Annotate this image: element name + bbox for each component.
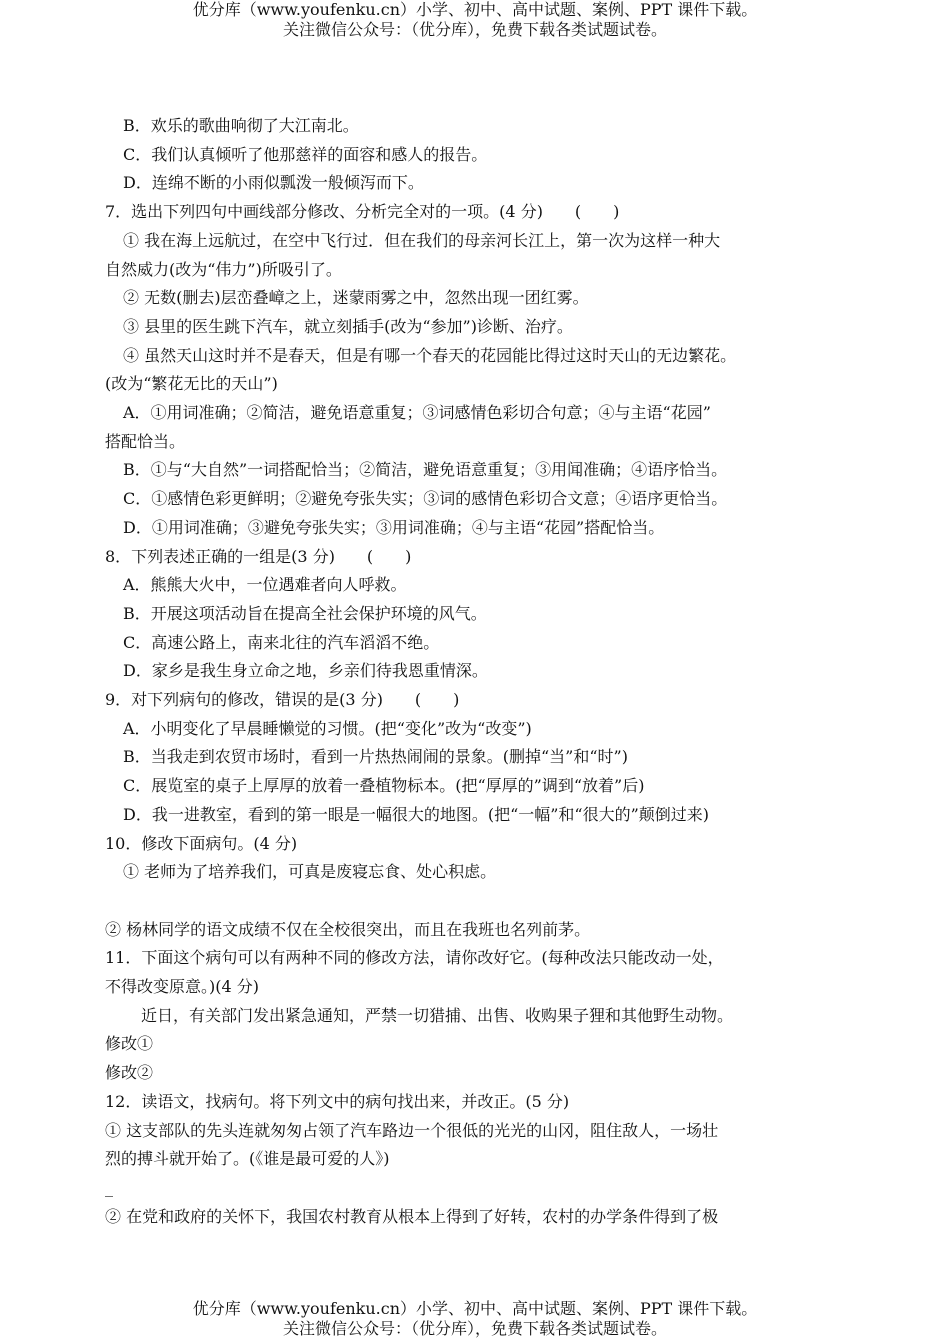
- q6-option-b: B．欢乐的歌曲响彻了大江南北。: [123, 116, 359, 135]
- q12-passage-2: ② 在党和政府的关怀下，我国农村教育从根本上得到了好转，农村的办学条件得到了极: [105, 1206, 719, 1226]
- page-header: [0, 0, 950, 40]
- q7-sentence-1-cont: 自然威力(改为“伟力”)所吸引了。: [105, 259, 342, 279]
- q7-option-a-cont: 搭配恰当。: [105, 431, 186, 451]
- q9-option-b: B．当我走到农贸市场时，看到一片热热闹闹的景象。(删掉“当”和“时”): [123, 747, 628, 767]
- q11-stem: 11．下面这个病句可以有两种不同的修改方法，请你改好它。(每种改法只能改动一处，: [105, 948, 724, 968]
- q7-sentence-3: ③ 县里的医生跳下汽车，就立刻插手(改为“参加”)诊断、治疗。: [123, 316, 573, 336]
- q7-sentence-2: ② 无数(删去)层峦叠嶂之上，迷蒙雨雾之中，忽然出现一团红雾。: [123, 288, 589, 308]
- answer-underline: _: [105, 1178, 113, 1197]
- q10-stem: 10．修改下面病句。(4 分): [105, 833, 298, 853]
- answer-space: [105, 887, 865, 916]
- q7-sentence-4-cont: (改为“繁花无比的天山”): [105, 374, 278, 394]
- q9-stem: 9．对下列病句的修改，错误的是(3 分) ( ): [105, 690, 460, 710]
- q9-option-c: C．展览室的桌子上厚厚的放着一叠植物标本。(把“厚厚的”调到“放着”后): [123, 776, 645, 796]
- q11-revision-1: 修改①: [105, 1034, 154, 1054]
- q12-stem: 12．读语文，找病句。将下列文中的病句找出来，并改正。(5 分): [105, 1091, 570, 1111]
- q11-revision-2: 修改②: [105, 1063, 154, 1083]
- q10-sentence-2: ② 杨林同学的语文成绩不仅在全校很突出，而且在我班也名列前茅。: [105, 919, 591, 939]
- q9-option-a: A．小明变化了早晨睡懒觉的习惯。(把“变化”改为“改变”): [123, 718, 532, 738]
- q12-passage-1: ① 这支部队的先头连就匆匆占领了汽车路边一个很低的光光的山冈，阻住敌人，一场壮: [105, 1120, 719, 1140]
- header-line-2: 关注微信公众号：（优分库），免费下载各类试题试卷。: [282, 20, 667, 39]
- q11-stem-cont: 不得改变原意。)(4 分): [105, 977, 259, 997]
- q11-sentence: 近日，有关部门发出紧急通知，严禁一切猎捕、出售、收购果子狸和其他野生动物。: [141, 1005, 734, 1025]
- q8-option-c: C．高速公路上，南来北往的汽车滔滔不绝。: [123, 632, 440, 652]
- q8-option-b: B．开展这项活动旨在提高全社会保护环境的风气。: [123, 603, 487, 623]
- document-body: [105, 112, 865, 1231]
- q12-passage-1-cont: 烈的搏斗就开始了。(《谁是最可爱的人》): [105, 1149, 390, 1169]
- q6-option-c: C．我们认真倾听了他那慈祥的面容和感人的报告。: [123, 144, 488, 164]
- q7-sentence-1: ① 我在海上远航过，在空中飞行过．但在我们的母亲河长江上，第一次为这样一种大: [123, 230, 721, 250]
- q7-option-d: D．①用词准确；③避免夸张失实；③用词准确；④与主语“花园”搭配恰当。: [123, 517, 665, 537]
- q7-sentence-4: ④ 虽然天山这时并不是春天，但是有哪一个春天的花园能比得过这时天山的无边繁花。: [123, 345, 737, 365]
- q7-option-b: B．①与“大自然”一词搭配恰当；②简洁，避免语意重复；③用闻准确；④语序恰当。: [123, 460, 728, 480]
- q8-stem: 8．下列表述正确的一组是(3 分) ( ): [105, 546, 412, 566]
- page-footer: [0, 1299, 950, 1339]
- q7-option-c: C．①感情色彩更鲜明；②避免夸张失实；③词的感情色彩切合文意；④语序更恰当。: [123, 489, 728, 509]
- q10-sentence-1: ① 老师为了培养我们，可真是废寝忘食、处心积虑。: [123, 862, 497, 882]
- footer-line-2: 关注微信公众号：（优分库），免费下载各类试题试卷。: [282, 1319, 667, 1338]
- q6-option-d: D．连绵不断的小雨似瓢泼一般倾泻而下。: [123, 173, 424, 193]
- header-line-1: 优分库（www.youfenku.cn）小学、初中、高中试题、案例、PPT 课件下载。: [192, 0, 758, 19]
- q7-option-a: A．①用词准确；②简洁，避免语意重复；③词感情色彩切合句意；④与主语“花园”: [123, 403, 711, 423]
- footer-line-1: 优分库（www.youfenku.cn）小学、初中、高中试题、案例、PPT 课件下载。: [192, 1299, 758, 1318]
- q7-stem: 7．选出下列四句中画线部分修改、分析完全对的一项。(4 分) ( ): [105, 202, 620, 222]
- q9-option-d: D．我一进教室，看到的第一眼是一幅很大的地图。(把“一幅”和“很大的”颠倒过来): [123, 804, 710, 824]
- q8-option-a: A．熊熊大火中，一位遇难者向人呼救。: [123, 575, 407, 595]
- q8-option-d: D．家乡是我生身立命之地，乡亲们待我恩重情深。: [123, 661, 488, 681]
